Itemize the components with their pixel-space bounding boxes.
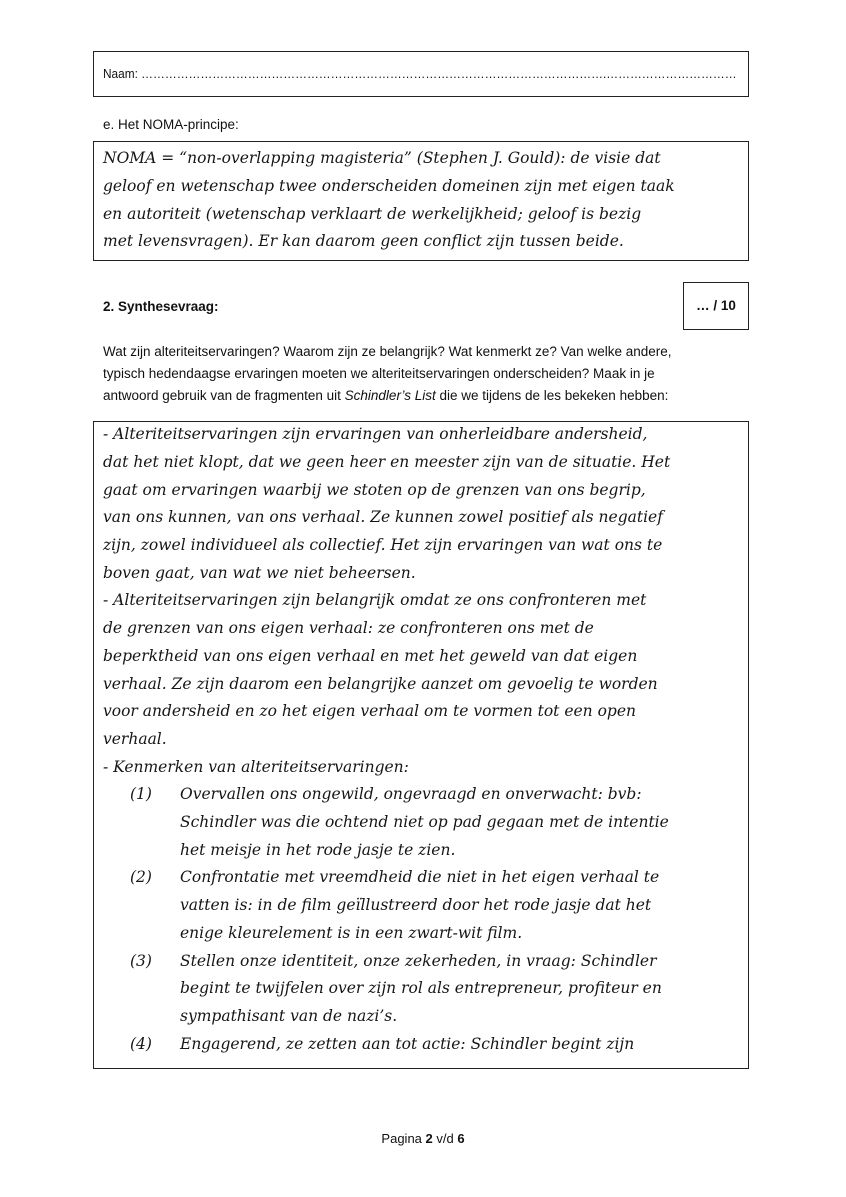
footer-total-pages: 6 xyxy=(457,1131,465,1146)
list-item-line: Schindler was die ochtend niet op pad gegaan met de intentie xyxy=(180,813,669,831)
list-item-line: het meisje in het rode jasje te zien. xyxy=(180,841,456,859)
question-prompt-line: Wat zijn alteriteitservaringen? Waarom zijn ze belangrijk? Wat kenmerkt ze? Van welke andere, xyxy=(103,344,672,359)
answer-line: - Alteriteitservaringen zijn belangrijk omdat ze ons confronteren met xyxy=(103,591,647,609)
noma-answer-box xyxy=(93,141,749,261)
answer-line: - Alteriteitservaringen zijn ervaringen van onherleidbare andersheid, xyxy=(103,425,648,443)
question-prompt-line: typisch hedendaagse ervaringen moeten we alteriteitservaringen onderscheiden? Maak in je xyxy=(103,366,655,381)
answer-line: voor andersheid en zo het eigen verhaal om te vormen tot een open xyxy=(103,702,636,720)
noma-answer-line: en autoriteit (wetenschap verklaart de werkelijkheid; geloof is bezig xyxy=(103,205,642,223)
name-field-label: Naam: ……………………………………………………………………………………………………….…………………………… xyxy=(103,66,737,81)
list-item-line: Confrontatie met vreemdheid die niet in het eigen verhaal te xyxy=(180,868,660,886)
footer-prefix: Pagina xyxy=(381,1131,426,1146)
list-item-number: (4) xyxy=(130,1035,152,1053)
answer-line: verhaal. xyxy=(103,730,167,748)
answer-line: boven gaat, van wat we niet beheersen. xyxy=(103,564,416,582)
list-item-line: sympathisant van de nazi’s. xyxy=(180,1007,398,1025)
noma-answer-line: NOMA = “non-overlapping magisteria” (Stephen J. Gould): de visie dat xyxy=(103,149,661,167)
answer-line: verhaal. Ze zijn daarom een belangrijke aanzet om gevoelig te worden xyxy=(103,675,658,693)
answer-box xyxy=(93,421,749,1069)
list-item-number: (1) xyxy=(130,785,152,803)
answer-line: - Kenmerken van alteriteitservaringen: xyxy=(103,758,409,776)
footer-separator: v/d xyxy=(432,1131,458,1146)
answer-line: de grenzen van ons eigen verhaal: ze confronteren ons met de xyxy=(103,619,594,637)
list-item-line: begint te twijfelen over zijn rol als entrepreneur, profiteur en xyxy=(180,979,662,997)
list-item-line: Overvallen ons ongewild, ongevraagd en onverwacht: bvb: xyxy=(180,785,642,803)
answer-line: dat het niet klopt, dat we geen heer en meester zijn van de situatie. Het xyxy=(103,453,671,471)
list-item-number: (2) xyxy=(130,868,152,886)
question-prompt-line xyxy=(103,388,668,403)
footer-page-number: 2 xyxy=(425,1131,433,1146)
film-title: Schindler’s List xyxy=(344,388,436,403)
answer-line: zijn, zowel individueel als collectief. Het zijn ervaringen van wat ons te xyxy=(103,536,663,554)
answer-line: van ons kunnen, van ons verhaal. Ze kunnen zowel positief als negatief xyxy=(103,508,663,526)
answer-line: gaat om ervaringen waarbij we stoten op de grenzen van ons begrip, xyxy=(103,481,646,499)
noma-answer-line: met levensvragen). Er kan daarom geen conflict zijn tussen beide. xyxy=(103,232,624,250)
score-box xyxy=(683,282,749,330)
list-item-number: (3) xyxy=(130,952,152,970)
prompt-text: antwoord gebruik van de fragmenten uit xyxy=(103,388,345,403)
question-title: 2. Synthesevraag: xyxy=(103,299,219,314)
score-value: … / 10 xyxy=(696,298,736,313)
list-item-line: Stellen onze identiteit, onze zekerheden, in vraag: Schindler xyxy=(180,952,657,970)
noma-answer-line: geloof en wetenschap twee onderscheiden domeinen zijn met eigen taak xyxy=(103,177,675,195)
list-item-line: vatten is: in de film geïllustreerd door het rode jasje dat het xyxy=(180,896,652,914)
list-item-line: enige kleurelement is in een zwart-wit film. xyxy=(180,924,523,942)
answer-line: beperktheid van ons eigen verhaal en met het geweld van dat eigen xyxy=(103,647,638,665)
page-footer xyxy=(0,1131,846,1146)
name-field-box[interactable] xyxy=(93,51,749,97)
list-item-line: Engagerend, ze zetten aan tot actie: Schindler begint zijn xyxy=(180,1035,635,1053)
section-e-label: e. Het NOMA-principe: xyxy=(103,117,239,132)
prompt-text: die we tijdens de les bekeken hebben: xyxy=(435,388,669,403)
